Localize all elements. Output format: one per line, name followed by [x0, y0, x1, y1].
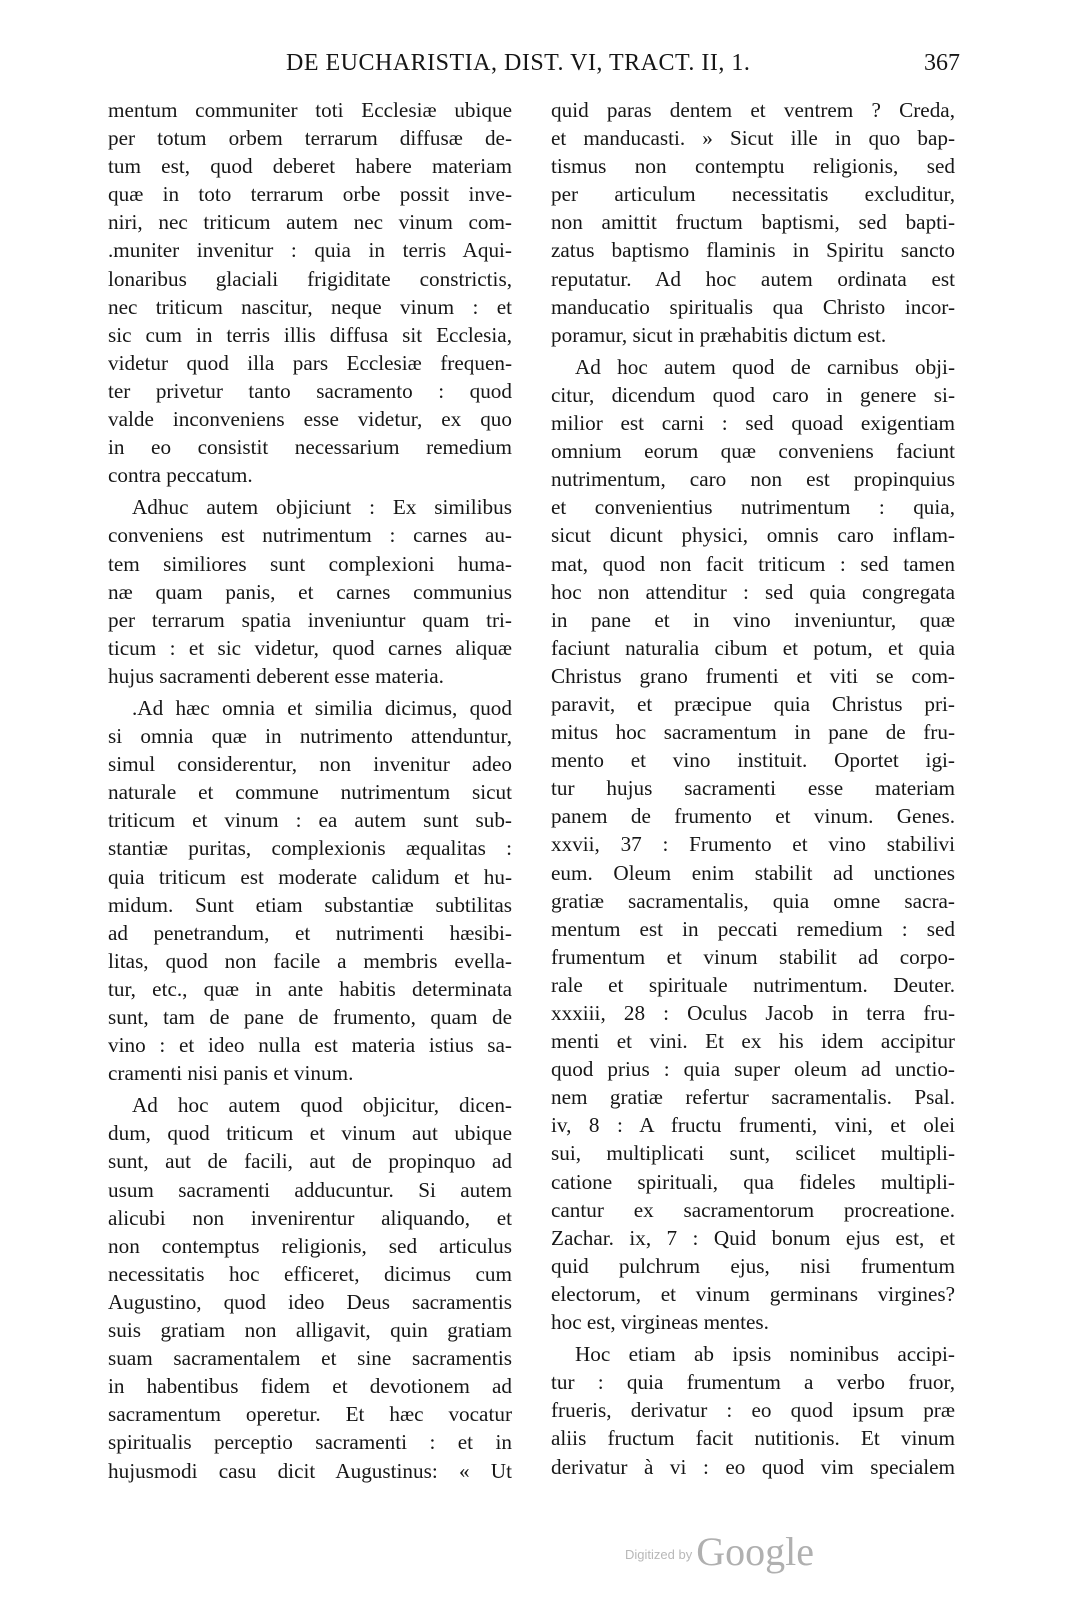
text-line: zatus baptismo flaminis in Spiritu sancto — [551, 238, 955, 263]
text-line: rale et spirituale nutrimentum. Deuter. — [551, 972, 955, 997]
text-line: Augustino, quod ideo Deus sacramentis — [108, 1289, 512, 1314]
text-line: stantiæ puritas, complexionis æqualitas : — [108, 836, 512, 861]
running-header — [108, 50, 960, 84]
text-line: manducatio spiritualis qua Christo incor- — [551, 294, 955, 319]
text-line: necessitatis hoc efficeret, dicimus cum — [108, 1261, 512, 1286]
text-line: .Ad hæc omnia et similia dicimus, quod — [132, 695, 512, 720]
text-line: tem similiores sunt complexioni huma- — [108, 551, 512, 576]
text-line: tum est, quod deberet habere materiam — [108, 154, 512, 179]
text-line: mento et vino instituit. Oportet igi- — [551, 748, 955, 773]
text-line: triticum et vinum : ea autem sunt sub- — [108, 808, 512, 833]
text-line: hoc est, virgineas mentes. — [551, 1310, 769, 1335]
text-line: milior est carni : sed quoad exigentiam — [551, 411, 955, 436]
text-line: menti et vini. Et ex his idem accipitur — [551, 1029, 955, 1054]
google-logo: Google — [696, 1529, 814, 1574]
text-line: quid pulchrum ejus, nisi frumentum — [551, 1253, 955, 1278]
text-line: sic cum in terris illis diffusa sit Ecclesia, — [108, 322, 512, 347]
text-line: in pane et in vino inveniuntur, quæ — [551, 607, 955, 632]
digitized-by-google-watermark — [625, 1528, 814, 1575]
text-line: panem de frumento et vinum. Genes. — [551, 804, 955, 829]
text-line: mat, quod non facit triticum : sed tamen — [551, 551, 955, 576]
text-line: Adhuc autem objiciunt : Ex similibus — [132, 495, 512, 520]
text-line: gratiæ sacramentalis, quia omne sacra- — [551, 888, 955, 913]
text-line: omnium eorum quæ conveniens faciunt — [551, 439, 955, 464]
left-text-column — [108, 96, 512, 1485]
text-line: ad penetrandum, et nutrimenti hæsibi- — [108, 920, 512, 945]
text-line: mitus hoc sacramentum in pane de fru- — [551, 720, 955, 745]
text-line: Ad hoc autem quod objicitur, dicen- — [132, 1093, 512, 1118]
text-line: in habentibus fidem et devotionem ad — [108, 1374, 512, 1399]
text-line: frueris, derivatur : eo quod ipsum præ — [551, 1398, 955, 1423]
text-line: litas, quod non facile a membris evella- — [108, 948, 512, 973]
text-line: ticum : et sic videtur, quod carnes aliquæ — [108, 635, 512, 660]
text-line: valde inconveniens esse videtur, ex quo — [108, 407, 512, 432]
text-line: iv, 8 : A fructu frumenti, vini, et olei — [551, 1113, 955, 1138]
text-line: ter privetur tanto sacramento : quod — [108, 378, 512, 403]
text-line: suis gratiam non alligavit, quin gratiam — [108, 1318, 512, 1343]
text-line: paravit, et præcipue quia Christus pri- — [551, 691, 955, 716]
text-line: .muniter invenitur : quia in terris Aqui- — [108, 238, 512, 263]
running-head-title: DE EUCHARISTIA, DIST. VI, TRACT. II, 1. — [286, 50, 751, 76]
text-line: derivatur à vi : eo quod vim specialem — [551, 1454, 955, 1479]
text-line: per articulum necessitatis excluditur, — [551, 182, 955, 207]
text-line: quid paras dentem et ventrem ? Creda, — [551, 98, 955, 122]
text-line: sui, multiplicati sunt, scilicet multipli- — [551, 1141, 955, 1166]
text-line: nem gratiæ refertur sacramentalis. Psal. — [551, 1085, 955, 1110]
text-line: vino : et ideo nulla est materia istius sa- — [108, 1033, 512, 1058]
text-line: hujusmodi casu dicit Augustinus: « Ut — [108, 1458, 512, 1483]
text-line: Ad hoc autem quod de carnibus obji- — [575, 354, 955, 379]
text-line: sunt, tam de pane de frumento, quam de — [108, 1005, 512, 1029]
text-line: per terrarum spatia inveniuntur quam tri- — [108, 607, 512, 632]
text-line: non amittit fructum baptismi, sed bapti- — [551, 210, 955, 235]
text-line: et convenientius nutrimentum : quia, — [551, 495, 955, 520]
text-line: simul considerentur, non invenitur adeo — [108, 752, 512, 777]
text-line: sacramentum operetur. Et hæc vocatur — [108, 1402, 512, 1427]
text-line: cramenti nisi panis et vinum. — [108, 1061, 354, 1086]
text-line: nec triticum nascitur, neque vinum : et — [108, 294, 512, 319]
text-line: in eo consistit necessarium remedium — [108, 435, 512, 460]
text-line: hoc non attenditur : sed quia congregata — [551, 579, 955, 604]
text-line: videtur quod illa pars Ecclesiæ frequen- — [108, 350, 512, 375]
text-line: Zachar. ix, 7 : Quid bonum ejus est, et — [551, 1225, 955, 1250]
text-line: sunt, aut de facili, aut de propinquo ad — [108, 1149, 512, 1174]
text-line: quæ in toto terrarum orbe possit inve- — [108, 182, 512, 207]
text-line: tismus non contemptu religionis, sed — [551, 154, 955, 179]
text-line: næ quam panis, et carnes communius — [108, 579, 512, 604]
text-line: Hoc etiam ab ipsis nominibus accipi- — [575, 1342, 955, 1367]
text-line: et manducasti. » Sicut ille in quo bap- — [551, 126, 955, 151]
text-line: naturale et commune nutrimentum sicut — [108, 780, 512, 805]
text-line: spiritualis perceptio sacramenti : et in — [108, 1430, 512, 1455]
text-line: niri, nec triticum autem nec vinum com- — [108, 210, 512, 235]
text-line: tur, etc., quæ in ante habitis determinata — [108, 976, 512, 1001]
text-line: aliis fructum facit nutitionis. Et vinum — [551, 1426, 955, 1451]
text-line: tur : quia frumentum a verbo fruor, — [551, 1370, 955, 1395]
text-line: catione spirituali, qua fideles multipli- — [551, 1169, 955, 1194]
text-line: per totum orbem terrarum diffusæ de- — [108, 126, 512, 151]
text-line: electorum, et vinum germinans virgines? — [551, 1281, 955, 1306]
page-number: 367 — [924, 50, 960, 76]
text-line: nutrimentum, caro non est propinquius — [551, 467, 955, 492]
text-line: contra peccatum. — [108, 463, 253, 488]
text-line: sicut dicunt physici, omnis caro inflam- — [551, 523, 955, 548]
text-line: suam sacramentalem et sine sacramentis — [108, 1346, 512, 1371]
text-line: xxvii, 37 : Frumento et vino stabilivi — [551, 832, 955, 857]
text-line: citur, dicendum quod caro in genere si- — [551, 382, 955, 407]
text-line: midum. Sunt etiam substantiæ subtilitas — [108, 892, 512, 917]
text-line: conveniens est nutrimentum : carnes au- — [108, 523, 512, 548]
text-line: alicubi non invenirentur aliquando, et — [108, 1205, 512, 1230]
text-line: dum, quod triticum et vinum aut ubique — [108, 1121, 512, 1146]
text-line: si omnia quæ in nutrimento attenduntur, — [108, 724, 512, 749]
text-line: quia triticum est moderate calidum et hu- — [108, 864, 512, 889]
watermark-prefix: Digitized by — [625, 1547, 693, 1562]
text-line: lonaribus glaciali frigiditate constrictis, — [108, 266, 512, 291]
text-line: eum. Oleum enim stabilit ad unctiones — [551, 860, 955, 885]
text-line: poramur, sicut in præhabitis dictum est. — [551, 322, 887, 347]
text-line: usum sacramenti adducuntur. Si autem — [108, 1177, 512, 1202]
text-line: frumentum et vinum stabilit ad corpo- — [551, 944, 955, 969]
right-text-column — [551, 96, 955, 1481]
text-line: Christus grano frumenti et viti se com- — [551, 663, 955, 688]
text-line: non contemptus religionis, sed articulus — [108, 1233, 512, 1258]
text-line: quod prius : quia super oleum ad unctio- — [551, 1057, 955, 1082]
text-line: xxxiii, 28 : Oculus Jacob in terra fru- — [551, 1001, 955, 1025]
text-line: mentum est in peccati remedium : sed — [551, 916, 955, 941]
text-line: reputatur. Ad hoc autem ordinata est — [551, 266, 955, 291]
text-line: faciunt naturalia cibum et potum, et quia — [551, 635, 955, 660]
text-line: tur hujus sacramenti esse materiam — [551, 776, 955, 801]
text-line: hujus sacramenti deberent esse materia. — [108, 663, 444, 688]
text-line: cantur ex sacramentorum procreatione. — [551, 1197, 955, 1222]
text-line: mentum communiter toti Ecclesiæ ubique — [108, 98, 512, 122]
